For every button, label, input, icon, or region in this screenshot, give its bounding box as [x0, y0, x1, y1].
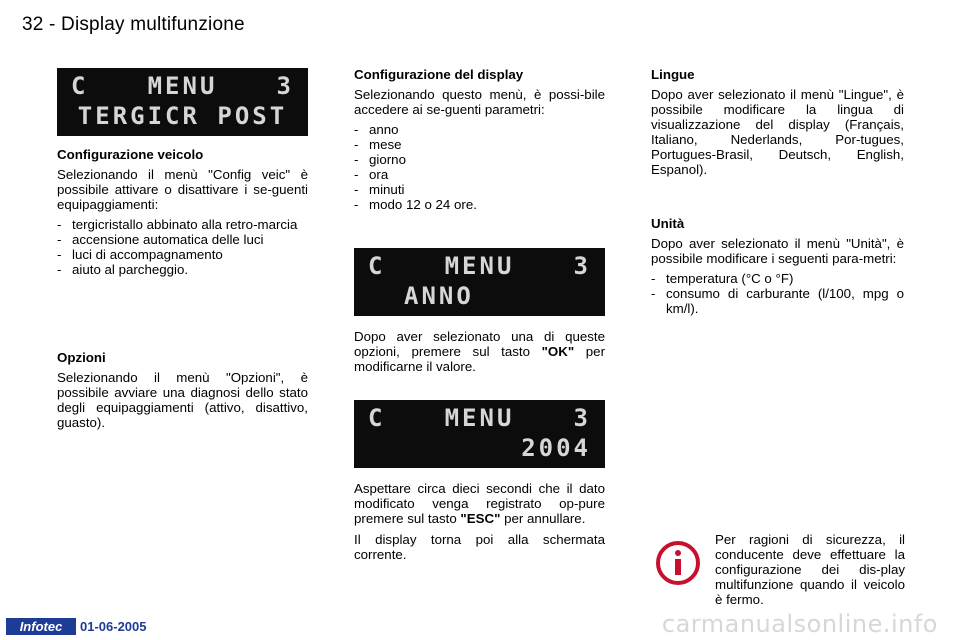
- section-configurazione-display: [354, 67, 605, 212]
- section-intro: Dopo aver selezionato il menù "Unità", è possibile modificare i seguenti para-metri:: [651, 236, 904, 266]
- footer-date: 01-06-2005: [80, 619, 147, 634]
- section-opzioni: [57, 350, 308, 430]
- lcd-left-symbol: C: [71, 72, 89, 100]
- lcd-display-anno: [354, 248, 605, 316]
- section-title: Opzioni: [57, 350, 106, 365]
- lcd-line2: ANNO: [404, 282, 474, 310]
- section-title: Lingue: [651, 67, 695, 82]
- esc-key-label: "ESC": [460, 511, 501, 526]
- ok-note: [354, 329, 605, 374]
- esc-note-text-end: per annullare.: [500, 511, 586, 526]
- lcd-display-tergicr: [57, 68, 308, 136]
- lcd-menu-label: MENU: [147, 72, 218, 100]
- section-intro: Selezionando questo menù, è possi-bile accedere ai se-guenti parametri:: [354, 87, 605, 117]
- unit-list: [651, 271, 904, 316]
- section-title: Configurazione del display: [354, 67, 524, 82]
- lcd-right-symbol: 3: [573, 404, 591, 432]
- warning-text: Per ragioni di sicurezza, il conducente deve effettuare la configurazione dei dis-play multifunzione quando il veicolo è fermo.: [715, 532, 905, 607]
- list-item: - temperatura (°C o °F): [651, 271, 904, 286]
- parameter-list: [354, 122, 605, 212]
- list-item: - minuti: [354, 182, 605, 197]
- esc-note-text: Aspettare circa dieci secondi che il dato modificato venga registrato op-pure premere sul tasto: [354, 481, 605, 526]
- list-item: - giorno: [354, 152, 605, 167]
- infotec-logo: Infotec: [6, 618, 76, 635]
- section-configurazione-veicolo: [57, 147, 308, 277]
- page-title: 32 - Display multifunzione: [22, 14, 245, 35]
- section-title: Unità: [651, 216, 685, 231]
- ok-key-label: "OK": [541, 344, 575, 359]
- list-item: - modo 12 o 24 ore.: [354, 197, 605, 212]
- section-text: Selezionando il menù "Opzioni", è possibile avviare una diagnosi dello stato degli equipaggiamenti (attivo, disattivo, guasto).: [57, 370, 308, 430]
- lcd-line2: 2004: [521, 434, 591, 462]
- section-title: Configurazione veicolo: [57, 147, 204, 162]
- lcd-left-symbol: C: [368, 404, 386, 432]
- lcd-line2: TERGICR POST: [77, 102, 288, 130]
- lcd-right-symbol: 3: [573, 252, 591, 280]
- list-item: - luci di accompagnamento: [57, 247, 308, 262]
- lcd-menu-label: MENU: [444, 252, 515, 280]
- list-item: - consumo di carburante (l/100, mpg o km/l).: [651, 286, 904, 316]
- esc-note: [354, 481, 605, 562]
- list-item: - aiuto al parcheggio.: [57, 262, 308, 277]
- list-item: - accensione automatica delle luci: [57, 232, 308, 247]
- equipment-list: [57, 217, 308, 277]
- section-unita: [651, 216, 904, 316]
- list-item: - tergicristallo abbinato alla retro-marcia: [57, 217, 308, 232]
- lcd-right-symbol: 3: [276, 72, 294, 100]
- list-item: - ora: [354, 167, 605, 182]
- list-item: - anno: [354, 122, 605, 137]
- section-intro: Selezionando il menù "Config veic" è possibile attivare o disattivare i se-guenti equipaggiamenti:: [57, 167, 308, 212]
- info-icon: [655, 540, 701, 586]
- ok-note-text: Dopo aver selezionato una di queste opzioni, premere sul tasto: [354, 329, 605, 359]
- lcd-left-symbol: C: [368, 252, 386, 280]
- lcd-display-year: [354, 400, 605, 468]
- watermark: carmanualsonline.info: [661, 610, 938, 638]
- ok-note-text-end: per modificarne il valore.: [354, 344, 605, 374]
- list-item: - mese: [354, 137, 605, 152]
- section-text: Dopo aver selezionato il menù "Lingue", è possibile modificare la lingua di visualizzazione del display (Français, Italiano, Nederlands, Por-tugues, Portugues-Brasil, Deutsch, English, Espanol).: [651, 87, 904, 177]
- section-lingue: [651, 67, 904, 177]
- esc-note-text2: Il display torna poi alla schermata corrente.: [354, 532, 605, 562]
- lcd-menu-label: MENU: [444, 404, 515, 432]
